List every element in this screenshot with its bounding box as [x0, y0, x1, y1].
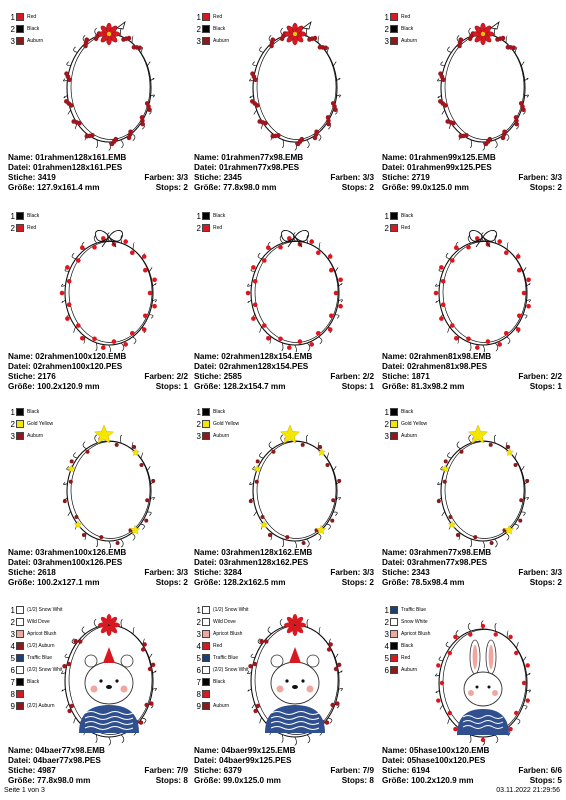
- color-number: 1: [10, 12, 15, 22]
- color-name: (2/2) Snow Whit: [27, 667, 63, 673]
- info-row: [8, 776, 188, 786]
- color-name: (1/2) Auburn: [27, 643, 55, 649]
- design-info: [8, 153, 188, 193]
- stop-count: Stops: 2: [529, 578, 562, 587]
- design-info: [382, 548, 562, 588]
- color-number: 1: [10, 605, 15, 615]
- design-file: Datei: 01rahmen99x125.PES: [382, 163, 492, 172]
- info-row: [382, 382, 562, 392]
- color-number: 6: [384, 665, 389, 675]
- color-name: Black: [27, 409, 40, 415]
- color-count: Farben: 3/3: [330, 568, 374, 577]
- color-count: Farben: 3/3: [144, 173, 188, 182]
- color-name: Black: [401, 643, 414, 649]
- color-number: 1: [196, 407, 201, 417]
- design-info: [194, 352, 374, 392]
- info-row: [194, 183, 374, 193]
- color-name: Black: [213, 26, 226, 32]
- color-swatch: [16, 37, 24, 45]
- color-number: 1: [384, 12, 389, 22]
- color-swatch: [16, 666, 24, 674]
- color-swatch: [16, 13, 24, 21]
- design-info: [8, 352, 188, 392]
- design-file: Datei: 03rahmen128x162.PES: [194, 558, 309, 567]
- design-size: Größe: 127.9x161.4 mm: [8, 183, 100, 192]
- design-info: [194, 153, 374, 193]
- color-name: Auburn: [401, 667, 418, 673]
- embroidery-preview: [222, 611, 372, 746]
- color-swatch: [16, 630, 24, 638]
- color-swatch: [16, 618, 24, 626]
- info-row: [194, 382, 374, 392]
- design-card: [194, 605, 374, 800]
- design-card: [382, 211, 562, 406]
- color-number: 2: [196, 419, 201, 429]
- color-swatch: [16, 642, 24, 650]
- color-number: 1: [384, 605, 389, 615]
- design-file: Datei: 02rahmen100x120.PES: [8, 362, 123, 371]
- info-row: [8, 568, 188, 578]
- embroidery-preview: [410, 18, 560, 153]
- color-number: 6: [10, 665, 15, 675]
- design-name: Name: 02rahmen81x98.EMB: [382, 352, 492, 361]
- color-number: 9: [10, 701, 15, 711]
- stop-count: Stops: 2: [529, 183, 562, 192]
- page-number: Seite 1 von 3: [4, 787, 45, 794]
- design-file: Datei: 04baer99x125.PES: [194, 756, 292, 765]
- design-name: Name: 04baer77x98.EMB: [8, 746, 105, 755]
- info-row: [194, 568, 374, 578]
- color-name: Black: [401, 409, 414, 415]
- color-swatch: [16, 25, 24, 33]
- color-swatch: [202, 678, 210, 686]
- color-number: 3: [196, 36, 201, 46]
- color-swatch: [390, 654, 398, 662]
- design-name: Name: 05hase100x120.EMB: [382, 746, 490, 755]
- design-size: Größe: 99.0x125.0 mm: [382, 183, 469, 192]
- color-name: Gold Yellow: [213, 421, 240, 427]
- color-swatch: [390, 408, 398, 416]
- color-number: 6: [196, 665, 201, 675]
- color-number: 1: [196, 12, 201, 22]
- design-size: Größe: 77.8x98.0 mm: [194, 183, 277, 192]
- color-name: Apricot Blush: [213, 631, 243, 637]
- color-name: Wild Dove: [213, 619, 236, 625]
- color-number: 4: [196, 641, 201, 651]
- color-number: 3: [384, 36, 389, 46]
- color-name: Red: [401, 655, 411, 661]
- design-size: Größe: 100.2x120.9 mm: [8, 382, 100, 391]
- info-row: [194, 766, 374, 776]
- embroidery-preview: [36, 611, 186, 746]
- color-name: Red: [27, 14, 37, 20]
- color-name: Red: [213, 14, 223, 20]
- color-number: 2: [10, 24, 15, 34]
- color-number: 2: [196, 24, 201, 34]
- info-row: [382, 766, 562, 776]
- color-swatch: [202, 224, 210, 232]
- info-row: [382, 578, 562, 588]
- wreath-frame: [246, 233, 343, 352]
- stitch-count: Stiche: 3284: [194, 568, 242, 577]
- design-card: [8, 605, 188, 800]
- stitch-count: Stiche: 2585: [194, 372, 242, 381]
- color-number: 3: [384, 431, 389, 441]
- color-number: 2: [196, 223, 201, 233]
- color-swatch: [16, 212, 24, 220]
- color-name: Traffic Blue: [213, 655, 239, 661]
- design-file: Datei: 04baer77x98.PES: [8, 756, 101, 765]
- color-number: 7: [10, 677, 15, 687]
- design-name: Name: 03rahmen77x98.EMB: [382, 548, 492, 557]
- design-name: Name: 01rahmen99x125.EMB: [382, 153, 496, 162]
- design-name: Name: 03rahmen128x162.EMB: [194, 548, 313, 557]
- color-swatch: [390, 606, 398, 614]
- design-info: [194, 548, 374, 588]
- color-name: Auburn: [213, 38, 230, 44]
- color-name: Black: [401, 213, 414, 219]
- stitch-count: Stiche: 2345: [194, 173, 242, 182]
- color-number: 1: [10, 407, 15, 417]
- color-count: Farben: 2/2: [144, 372, 188, 381]
- color-number: 5: [384, 653, 389, 663]
- color-swatch: [16, 678, 24, 686]
- stop-count: Stops: 2: [155, 183, 188, 192]
- stop-count: Stops: 8: [341, 776, 374, 785]
- stop-count: Stops: 5: [529, 776, 562, 785]
- design-card: [8, 12, 188, 207]
- color-name: (2/2) Snow Whit: [213, 667, 249, 673]
- color-swatch: [16, 690, 24, 698]
- color-number: 5: [196, 653, 201, 663]
- info-row: [8, 382, 188, 392]
- color-swatch: [16, 432, 24, 440]
- design-card: [8, 407, 188, 602]
- color-swatch: [202, 630, 210, 638]
- color-swatch: [16, 420, 24, 428]
- wreath-frame: [60, 233, 157, 352]
- stitch-count: Stiche: 2176: [8, 372, 56, 381]
- stitch-count: Stiche: 6194: [382, 766, 430, 775]
- color-name: Wild Dove: [27, 619, 50, 625]
- color-name: Red: [401, 225, 411, 231]
- stop-count: Stops: 1: [341, 382, 374, 391]
- color-swatch: [16, 654, 24, 662]
- poinsettia-ornament: [284, 22, 311, 45]
- embroidery-preview: [410, 217, 560, 352]
- color-name: Auburn: [401, 433, 418, 439]
- color-name: Traffic Blue: [27, 655, 53, 661]
- color-swatch: [16, 606, 24, 614]
- wreath-frame: [434, 233, 531, 352]
- color-name: Gold Yellow: [401, 421, 428, 427]
- design-card: [194, 407, 374, 602]
- design-file: Datei: 03rahmen100x126.PES: [8, 558, 123, 567]
- info-row: [8, 578, 188, 588]
- color-name: Black: [27, 26, 40, 32]
- color-swatch: [202, 606, 210, 614]
- embroidery-preview: [410, 413, 560, 548]
- color-name: Gold Yellow: [27, 421, 54, 427]
- design-info: [382, 746, 562, 786]
- info-row: [382, 776, 562, 786]
- stitch-count: Stiche: 1871: [382, 372, 430, 381]
- info-row: [382, 183, 562, 193]
- color-count: Farben: 3/3: [518, 568, 562, 577]
- color-name: Red: [213, 225, 223, 231]
- color-name: (1/2) Snow Whit: [27, 607, 63, 613]
- design-file: Datei: 05hase100x120.PES: [382, 756, 486, 765]
- embroidery-preview: [36, 413, 186, 548]
- design-info: [8, 746, 188, 786]
- color-number: 8: [196, 689, 201, 699]
- stitch-count: Stiche: 2618: [8, 568, 56, 577]
- design-info: [382, 153, 562, 193]
- design-file: Datei: 03rahmen77x98.PES: [382, 558, 488, 567]
- color-swatch: [390, 420, 398, 428]
- color-swatch: [16, 224, 24, 232]
- info-row: [382, 568, 562, 578]
- color-swatch: [202, 13, 210, 21]
- color-number: 1: [196, 605, 201, 615]
- color-swatch: [202, 432, 210, 440]
- embroidery-preview: [410, 611, 560, 746]
- poinsettia-ornament: [98, 22, 125, 45]
- design-size: Größe: 128.2x162.5 mm: [194, 578, 286, 587]
- color-swatch: [390, 618, 398, 626]
- color-name: (1/2) Snow Whit: [213, 607, 249, 613]
- design-file: Datei: 01rahmen128x161.PES: [8, 163, 123, 172]
- design-card: [8, 211, 188, 406]
- color-swatch: [16, 408, 24, 416]
- design-card: [194, 12, 374, 207]
- design-card: [382, 407, 562, 602]
- color-name: Red: [401, 14, 411, 20]
- info-row: [194, 578, 374, 588]
- info-row: [8, 183, 188, 193]
- color-number: 1: [10, 211, 15, 221]
- info-row: [194, 372, 374, 382]
- color-number: 7: [196, 677, 201, 687]
- embroidery-preview: [222, 18, 372, 153]
- color-count: Farben: 2/2: [518, 372, 562, 381]
- color-name: Black: [213, 213, 226, 219]
- color-name: Auburn: [213, 433, 230, 439]
- color-number: 3: [384, 629, 389, 639]
- color-name: Snow White: [401, 619, 428, 625]
- color-count: Farben: 7/9: [144, 766, 188, 775]
- color-name: Black: [213, 679, 226, 685]
- color-name: Apricot Blush: [27, 631, 57, 637]
- design-name: Name: 01rahmen128x161.EMB: [8, 153, 127, 162]
- color-name: Auburn: [27, 38, 44, 44]
- color-number: 2: [10, 617, 15, 627]
- color-swatch: [202, 408, 210, 416]
- color-number: 2: [10, 419, 15, 429]
- color-swatch: [390, 25, 398, 33]
- color-swatch: [202, 37, 210, 45]
- color-name: Black: [27, 679, 40, 685]
- color-swatch: [202, 420, 210, 428]
- color-name: Black: [213, 409, 226, 415]
- color-number: 2: [384, 223, 389, 233]
- poinsettia-ornament: [472, 22, 499, 45]
- design-size: Größe: 128.2x154.7 mm: [194, 382, 286, 391]
- color-count: Farben: 7/9: [330, 766, 374, 775]
- color-swatch: [390, 212, 398, 220]
- color-name: (2/2) Auburn: [27, 703, 55, 709]
- color-count: Farben: 3/3: [518, 173, 562, 182]
- design-card: [382, 12, 562, 207]
- stitch-count: Stiche: 2343: [382, 568, 430, 577]
- stop-count: Stops: 2: [341, 578, 374, 587]
- design-info: [382, 352, 562, 392]
- color-number: 3: [10, 36, 15, 46]
- color-name: Auburn: [27, 433, 44, 439]
- color-count: Farben: 2/2: [330, 372, 374, 381]
- stitch-count: Stiche: 4987: [8, 766, 56, 775]
- color-number: 2: [384, 24, 389, 34]
- design-name: Name: 03rahmen100x126.EMB: [8, 548, 127, 557]
- design-name: Name: 02rahmen128x154.EMB: [194, 352, 313, 361]
- color-number: 9: [196, 701, 201, 711]
- info-row: [8, 173, 188, 183]
- embroidery-preview: [36, 18, 186, 153]
- wreath-frame: [63, 433, 155, 548]
- color-number: 1: [196, 211, 201, 221]
- color-swatch: [202, 642, 210, 650]
- color-number: 3: [10, 431, 15, 441]
- color-number: 1: [384, 407, 389, 417]
- bear-illustration: [265, 647, 325, 733]
- design-card: [382, 605, 562, 800]
- color-swatch: [202, 666, 210, 674]
- stop-count: Stops: 2: [341, 183, 374, 192]
- color-name: Black: [401, 26, 414, 32]
- design-name: Name: 02rahmen100x120.EMB: [8, 352, 127, 361]
- embroidery-preview: [36, 217, 186, 352]
- color-number: 2: [196, 617, 201, 627]
- color-swatch: [390, 13, 398, 21]
- color-name: Red: [213, 643, 223, 649]
- design-name: Name: 01rahmen77x98.EMB: [194, 153, 304, 162]
- color-number: 2: [384, 617, 389, 627]
- color-swatch: [390, 37, 398, 45]
- design-info: [8, 548, 188, 588]
- design-file: Datei: 02rahmen81x98.PES: [382, 362, 488, 371]
- color-name: Traffic Blue: [401, 607, 427, 613]
- bunny-illustration: [457, 640, 509, 735]
- info-row: [8, 766, 188, 776]
- color-count: Farben: 6/6: [518, 766, 562, 775]
- color-swatch: [390, 666, 398, 674]
- color-swatch: [202, 212, 210, 220]
- embroidery-preview: [222, 217, 372, 352]
- info-row: [194, 173, 374, 183]
- color-number: 4: [384, 641, 389, 651]
- color-swatch: [390, 630, 398, 638]
- color-name: Apricot Blush: [401, 631, 431, 637]
- stitch-count: Stiche: 2719: [382, 173, 430, 182]
- stop-count: Stops: 1: [155, 382, 188, 391]
- design-size: Größe: 78.5x98.4 mm: [382, 578, 465, 587]
- design-file: Datei: 02rahmen128x154.PES: [194, 362, 309, 371]
- embroidery-preview: [222, 413, 372, 548]
- stitch-count: Stiche: 3419: [8, 173, 56, 182]
- color-name: Black: [27, 213, 40, 219]
- color-swatch: [202, 702, 210, 710]
- color-swatch: [202, 618, 210, 626]
- info-row: [382, 173, 562, 183]
- design-size: Größe: 77.8x98.0 mm: [8, 776, 91, 785]
- color-swatch: [390, 224, 398, 232]
- color-swatch: [16, 702, 24, 710]
- color-swatch: [202, 25, 210, 33]
- design-name: Name: 04baer99x125.EMB: [194, 746, 296, 755]
- wreath-frame: [437, 433, 529, 548]
- color-name: Red: [27, 225, 37, 231]
- stitch-count: Stiche: 6379: [194, 766, 242, 775]
- stop-count: Stops: 2: [155, 578, 188, 587]
- color-number: 2: [384, 419, 389, 429]
- design-size: Größe: 100.2x120.9 mm: [382, 776, 474, 785]
- wreath-frame: [249, 433, 341, 548]
- info-row: [8, 372, 188, 382]
- design-file: Datei: 01rahmen77x98.PES: [194, 163, 300, 172]
- color-number: 1: [384, 211, 389, 221]
- design-size: Größe: 81.3x98.2 mm: [382, 382, 465, 391]
- color-swatch: [390, 432, 398, 440]
- color-swatch: [202, 690, 210, 698]
- color-swatch: [202, 654, 210, 662]
- color-number: 3: [196, 431, 201, 441]
- color-number: 5: [10, 653, 15, 663]
- color-number: 8: [10, 689, 15, 699]
- design-info: [194, 746, 374, 786]
- info-row: [382, 372, 562, 382]
- color-count: Farben: 3/3: [144, 568, 188, 577]
- print-datetime: 03.11.2022 21:29:56: [496, 787, 560, 794]
- design-size: Größe: 99.0x125.0 mm: [194, 776, 281, 785]
- color-name: Auburn: [213, 703, 230, 709]
- color-number: 2: [10, 223, 15, 233]
- color-name: Auburn: [401, 38, 418, 44]
- color-number: 3: [10, 629, 15, 639]
- stop-count: Stops: 8: [155, 776, 188, 785]
- info-row: [194, 776, 374, 786]
- design-card: [194, 211, 374, 406]
- stop-count: Stops: 1: [529, 382, 562, 391]
- design-size: Größe: 100.2x127.1 mm: [8, 578, 100, 587]
- bear-illustration: [79, 647, 139, 733]
- color-number: 3: [196, 629, 201, 639]
- color-number: 4: [10, 641, 15, 651]
- color-swatch: [390, 642, 398, 650]
- color-count: Farben: 3/3: [330, 173, 374, 182]
